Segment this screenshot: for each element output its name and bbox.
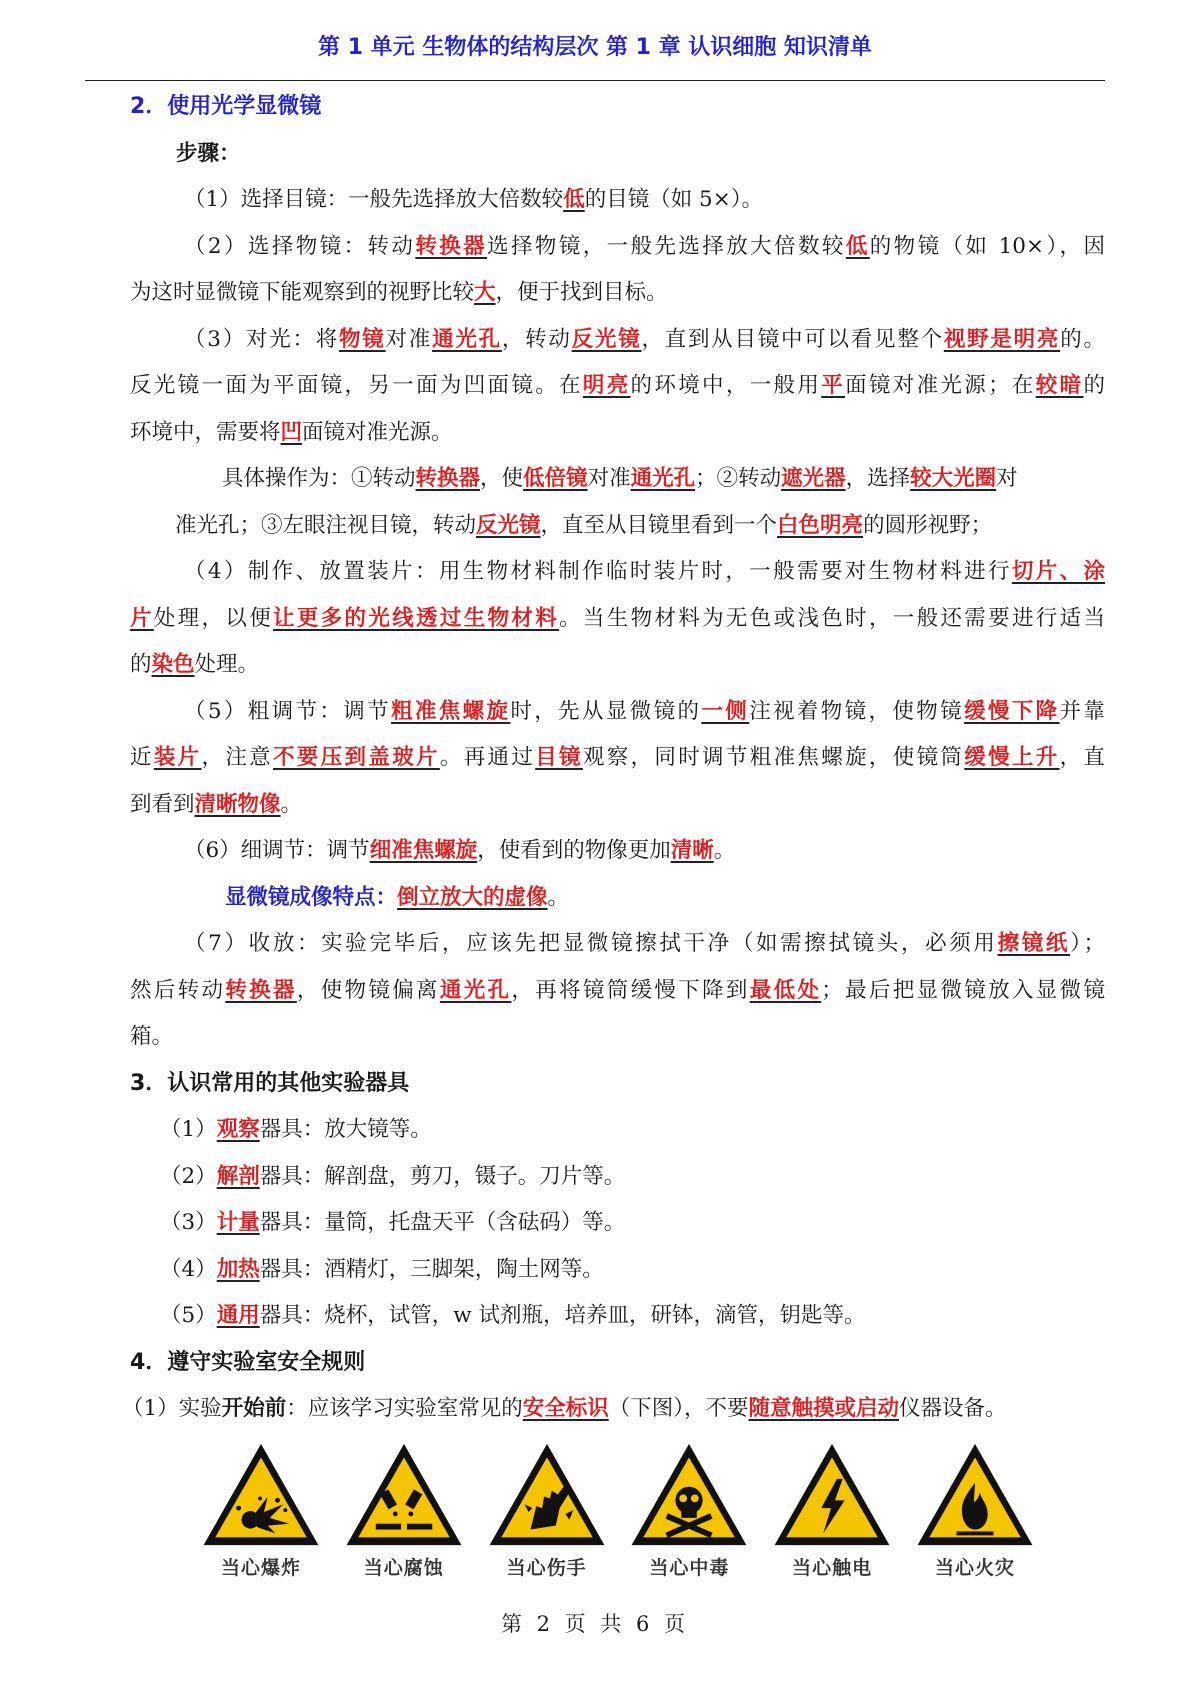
list-item: （5）通用器具：烧杯，试管，w 试剂瓶，培养皿，研钵，滴管，钥匙等。 — [160, 1303, 866, 1328]
header-title: 第 1 单元 生物体的结构层次 第 1 章 认识细胞 知识清单 — [318, 35, 872, 60]
sign-poison — [626, 1440, 752, 1580]
section-3-title: 3．认识常用的其他实验器具 — [130, 1070, 410, 1096]
sign-explosion — [198, 1440, 324, 1580]
step-2-line-2: 为这时显微镜下能观察到的视野比较大，便于找到目标。 — [130, 280, 668, 305]
step-4-line-2: 片处理，以便让更多的光线透过生物材料。当生物材料为无色或浅色时，一般还需要进行适当 — [130, 605, 1105, 631]
step-7-line-3: 箱。 — [130, 1024, 174, 1049]
steps-label: 步骤： — [176, 140, 241, 166]
step-2-line-1: （2）选择物镜：转动转换器选择物镜，一般先选择放大倍数较低的物镜（如 10×），因 — [184, 233, 1105, 259]
list-item: （1）观察器具：放大镜等。 — [160, 1117, 432, 1142]
explosion-icon — [198, 1440, 324, 1549]
step-6: （6）细调节：调节细准焦螺旋，使看到的物像更加清晰。 — [184, 838, 736, 863]
step-5-line-3: 到看到清晰物像。 — [130, 791, 303, 817]
hand-injury-icon — [484, 1440, 610, 1549]
sign-label: 当心中毒 — [649, 1557, 730, 1579]
operation-line-2: 准光孔；③左眼注视目镜，转动反光镜，直至从目镜里看到一个白色明亮的圆形视野； — [175, 512, 993, 538]
step-3-line-2: 反光镜一面为平面镜，另一面为凹面镜。在明亮的环境中，一般用平面镜对准光源；在较暗的 — [130, 373, 1105, 398]
step-4-line-3: 的染色处理。 — [130, 652, 260, 677]
fire-icon — [912, 1440, 1038, 1549]
step-7-line-2: 然后转动转换器，使物镜偏离通光孔，再将镜筒缓慢下降到最低处；最后把显微镜放入显微镜 — [130, 977, 1105, 1003]
list-item: （2）解剖器具：解剖盘，剪刀，镊子。刀片等。 — [160, 1163, 626, 1189]
step-5-line-2: 近装片，注意不要压到盖玻片。再通过目镜观察，同时调节粗准焦螺旋，使镜筒缓慢上升，直 — [130, 745, 1105, 770]
list-item: （3）计量器具：量筒，托盘天平（含砝码）等。 — [160, 1210, 626, 1235]
sign-corrosion — [341, 1440, 467, 1580]
step-4-line-1: （4）制作、放置装片：用生物材料制作临时装片时，一般需要对生物材料进行切片、涂 — [184, 559, 1105, 584]
electric-shock-icon — [769, 1440, 895, 1549]
sign-electric-shock — [769, 1440, 895, 1580]
corrosion-icon — [341, 1440, 467, 1549]
sign-label: 当心触电 — [792, 1557, 873, 1579]
list-item: （4）加热器具：酒精灯，三脚架，陶土网等。 — [160, 1256, 604, 1282]
sign-label: 当心爆炸 — [220, 1557, 301, 1579]
sign-label: 当心腐蚀 — [363, 1557, 444, 1579]
imaging-feature: 显微镜成像特点：倒立放大的虚像。 — [225, 884, 570, 910]
section-4-title: 4．遵守实验室安全规则 — [130, 1349, 366, 1375]
sign-label: 当心伤手 — [506, 1557, 587, 1579]
sign-fire — [912, 1440, 1038, 1580]
poison-icon — [626, 1440, 752, 1549]
sign-label: 当心火灾 — [934, 1557, 1015, 1579]
step-5-line-1: （5）粗调节：调节粗准焦螺旋时，先从显微镜的一侧注视着物镜，使物镜缓慢下降并靠 — [184, 698, 1105, 724]
step-3-line-1: （3）对光：将物镜对准通光孔，转动反光镜，直到从目镜中可以看见整个视野是明亮的。 — [184, 326, 1105, 352]
page-number: 第 2 页 共 6 页 — [500, 1612, 690, 1636]
step-1: （1）选择目镜：一般先选择放大倍数较低的目镜（如 5×）。 — [184, 187, 763, 212]
operation-line-1: 具体操作为：①转动转换器，使低倍镜对准通光孔；②转动遮光器，选择较大光圈对 — [222, 466, 1018, 491]
safety-signs — [198, 1440, 1038, 1580]
content — [122, 84, 1105, 1433]
page-header — [85, 28, 1105, 81]
step-3-line-3: 环境中，需要将凹面镜对准光源。 — [130, 419, 453, 445]
rule-1: （1）实验开始前：应该学习实验室常见的安全标识（下图），不要随意触摸或启动仪器设备。 — [122, 1396, 1007, 1421]
section-2-title: 2．使用光学显微镜 — [130, 94, 322, 119]
step-7-line-1: （7）收放：实验完毕后，应该先把显微镜擦拭干净（如需擦拭镜头，必须用擦镜纸）； — [184, 931, 1105, 956]
sign-hand-injury — [484, 1440, 610, 1580]
